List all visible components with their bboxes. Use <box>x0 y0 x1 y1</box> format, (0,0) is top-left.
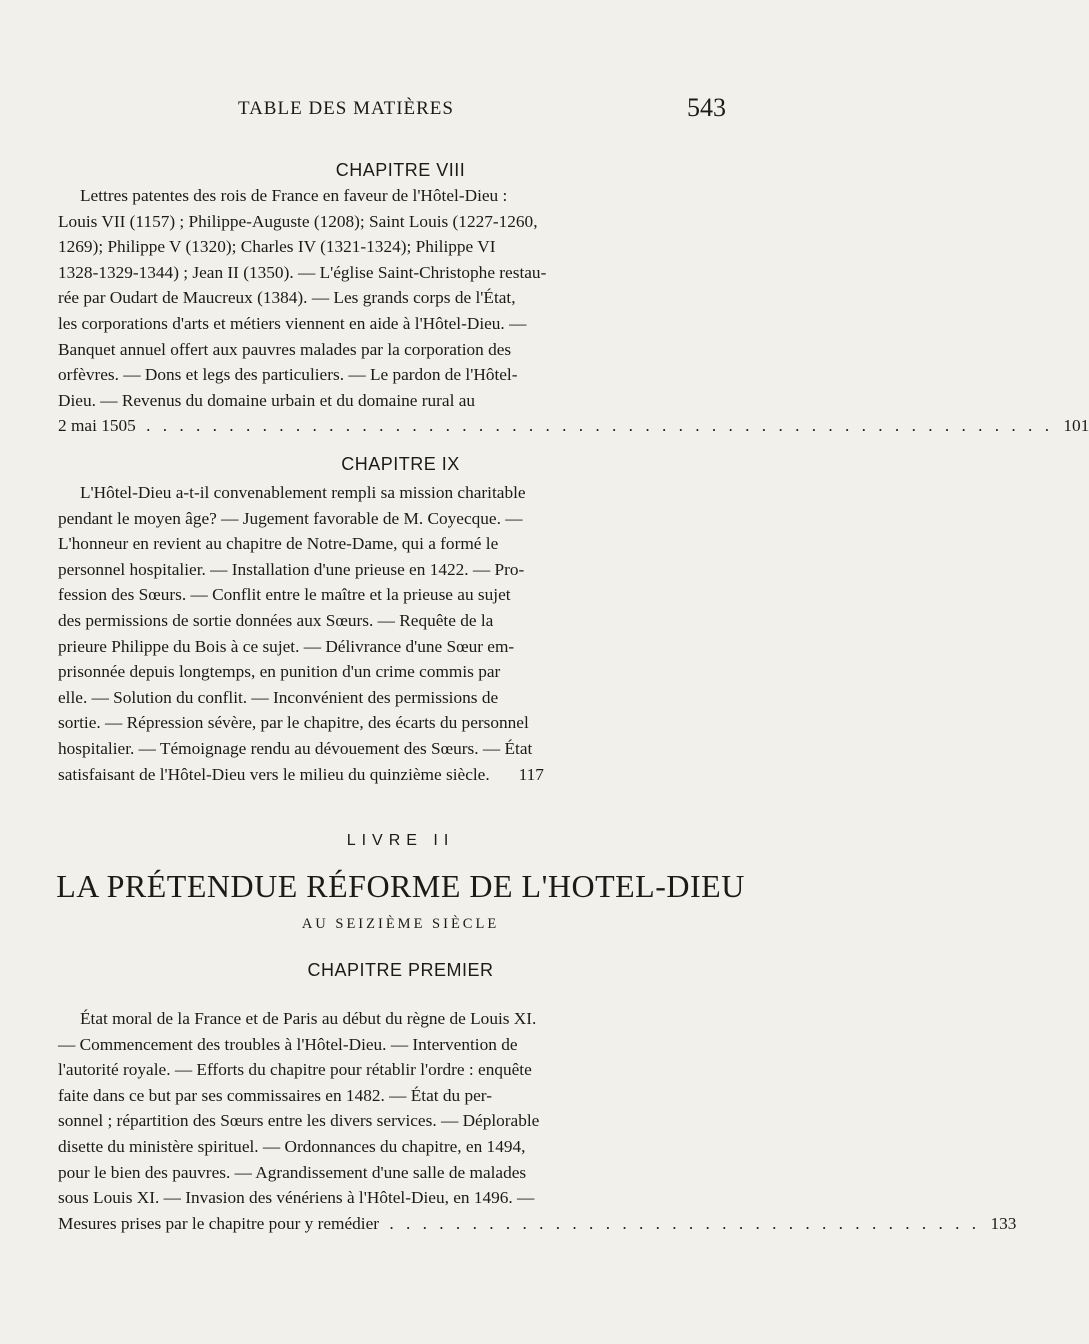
chapter-1-heading: CHAPITRE PREMIER <box>307 960 494 980</box>
summary-line: État moral de la France et de Paris au début du règne de Louis XI. <box>80 1009 537 1028</box>
dot-leader: . . . . . . . . . . . . . . . . . . . . . . . . . . . . . . . . . . . . . . . . . . . . . . . . . . . . . . . <box>146 416 1054 436</box>
summary-line: fession des Sœurs. — Conflit entre le maître et la prieuse au sujet <box>58 585 511 605</box>
toc-page-number: 101 <box>1063 416 1089 436</box>
summary-line: orfèvres. — Dons et legs des particuliers. — Le pardon de l'Hôtel- <box>58 365 518 385</box>
chapter-viii-summary <box>58 183 1089 439</box>
chapter-ix-heading: CHAPITRE IX <box>341 454 460 474</box>
summary-line: hospitalier. — Témoignage rendu au dévouement des Sœurs. — État <box>58 738 533 758</box>
chapter-ix-summary <box>58 480 724 787</box>
summary-line: satisfaisant de l'Hôtel-Dieu vers le milieu du quinzième siècle. <box>58 764 490 784</box>
summary-line: Lettres patentes des rois de France en faveur de l'Hôtel-Dieu : <box>80 186 508 205</box>
summary-line: 1328-1329-1344) ; Jean II (1350). — L'église Saint-Christophe restau- <box>58 262 547 282</box>
running-header <box>238 93 726 128</box>
summary-line: disette du ministère spirituel. — Ordonnances du chapitre, en 1494, <box>58 1136 526 1156</box>
summary-line: des permissions de sortie données aux Sœurs. — Requête de la <box>58 610 494 630</box>
summary-line: rée par Oudart de Maucreux (1384). — Les grands corps de l'État, <box>58 288 516 308</box>
summary-line: sous Louis XI. — Invasion des vénériens à l'Hôtel-Dieu, en 1496. — <box>58 1188 535 1208</box>
summary-line: faite dans ce but par ses commissaires en 1482. — État du per- <box>58 1085 492 1105</box>
summary-line: elle. — Solution du conflit. — Inconvénient des permissions de <box>58 687 499 707</box>
summary-line: sortie. — Répression sévère, par le chapitre, des écarts du personnel <box>58 713 529 733</box>
running-title: TABLE DES MATIÈRES <box>238 98 454 119</box>
toc-entry-leader <box>58 413 1089 439</box>
summary-line: Banquet annuel offert aux pauvres malades par la corporation des <box>58 339 512 359</box>
chapter-1-summary <box>58 1006 1017 1236</box>
summary-line: sonnel ; répartition des Sœurs entre les divers services. — Déplorable <box>58 1111 540 1131</box>
summary-line: pendant le moyen âge? — Jugement favorable de M. Coyecque. — <box>58 508 523 528</box>
summary-line: 2 mai 1505 <box>58 416 136 436</box>
toc-entry-leader <box>58 1211 1017 1237</box>
toc-entry-leader <box>58 762 724 788</box>
summary-line: prisonnée depuis longtemps, en punition d'un crime commis par <box>58 662 501 682</box>
summary-line: les corporations d'arts et métiers viennent en aide à l'Hôtel-Dieu. — <box>58 313 527 333</box>
livre-subtitle: AU SEIZIÈME SIÈCLE <box>301 916 500 932</box>
summary-line: — Commencement des troubles à l'Hôtel-Dieu. — Intervention de <box>58 1034 518 1054</box>
livre-title: LA PRÉTENDUE RÉFORME DE L'HOTEL-DIEU <box>56 868 745 904</box>
toc-page-number: 117 <box>518 764 544 784</box>
summary-line: Louis VII (1157) ; Philippe-Auguste (1208); Saint Louis (1227-1260, <box>58 211 538 231</box>
summary-line: l'autorité royale. — Efforts du chapitre pour rétablir l'ordre : enquête <box>58 1060 532 1080</box>
summary-line: Mesures prises par le chapitre pour y remédier <box>58 1213 380 1233</box>
summary-line: 1269); Philippe V (1320); Charles IV (1321-1324); Philippe VI <box>58 237 496 257</box>
summary-line: personnel hospitalier. — Installation d'une prieuse en 1422. — Pro- <box>58 559 525 579</box>
dot-leader: . . . . . . . . . . . . . . . . . . . . . . . . . . . . . . . . . . . . <box>389 1213 981 1233</box>
summary-line: L'honneur en revient au chapitre de Notre-Dame, qui a formé le <box>58 534 499 554</box>
toc-page-number: 133 <box>990 1213 1017 1233</box>
chapter-viii-heading: CHAPITRE VIII <box>335 160 466 180</box>
livre-label: LIVRE II <box>346 832 455 849</box>
summary-line: pour le bien des pauvres. — Agrandissement d'une salle de malades <box>58 1162 527 1182</box>
summary-line: Dieu. — Revenus du domaine urbain et du domaine rural au <box>58 390 476 410</box>
summary-line: prieure Philippe du Bois à ce sujet. — Délivrance d'une Sœur em- <box>58 636 515 656</box>
page-number: 543 <box>687 93 726 122</box>
summary-line: L'Hôtel-Dieu a-t-il convenablement rempli sa mission charitable <box>80 483 526 502</box>
